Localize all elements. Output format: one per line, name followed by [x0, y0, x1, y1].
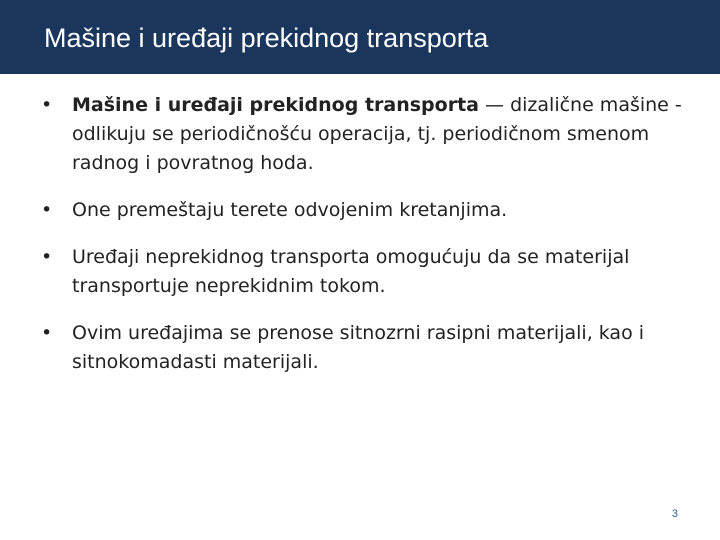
- bullet-marker: •: [41, 199, 53, 221]
- bullet-marker: •: [41, 322, 53, 344]
- bullet-text: — dizalične mašine - odlikuju se periodičnošću operacija, tj. periodičnom smenom radnog i povratnog hoda.: [72, 94, 682, 174]
- bullet-item-2: [41, 196, 691, 225]
- title-bar: [0, 0, 720, 74]
- bullet-item-1: [41, 91, 691, 178]
- bullet-text: One premeštaju terete odvojenim kretanjima.: [72, 199, 508, 221]
- bullet-bold-lead: Mašine i uređaji prekidnog transporta: [72, 94, 479, 116]
- bullet-marker: •: [41, 94, 53, 116]
- bullet-item-3: [41, 243, 691, 301]
- bullet-item-4: [41, 319, 691, 377]
- slide-title: Mašine i uređaji prekidnog transporta: [44, 23, 489, 53]
- page-number: 3: [671, 508, 678, 520]
- bullet-marker: •: [41, 246, 53, 268]
- bullet-list: [41, 91, 691, 395]
- bullet-text: Uređaji neprekidnog transporta omogućuju da se materijal transportuje neprekidnim tokom.: [72, 246, 630, 297]
- bullet-text: Ovim uređajima se prenose sitnozrni rasipni materijali, kao i sitnokomadasti materijali.: [72, 322, 645, 373]
